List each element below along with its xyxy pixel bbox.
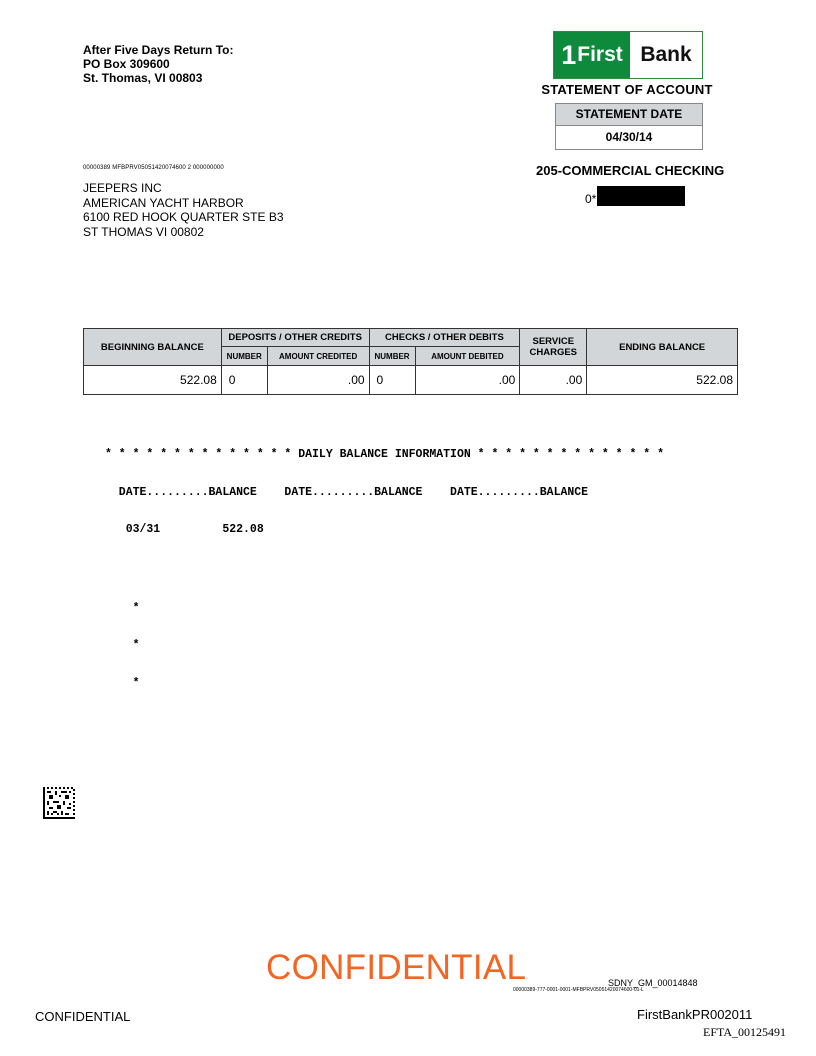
firstbank-bates-id: FirstBankPR002011 <box>637 1007 753 1022</box>
header-service-charges-line2: CHARGES <box>529 347 578 358</box>
return-address-line: PO Box 309600 <box>83 57 170 71</box>
addressee-line: AMERICAN YACHT HARBOR <box>83 195 244 210</box>
header-beginning-balance: BEGINNING BALANCE <box>84 329 222 366</box>
check-number-value: 0 <box>369 366 415 395</box>
header-amount-debited: AMOUNT DEBITED <box>415 347 520 366</box>
statement-title: STATEMENT OF ACCOUNT <box>541 82 713 97</box>
logo-green-panel <box>554 32 630 78</box>
daily-balance-star: * <box>105 639 140 652</box>
bates-sdny: SDNY_GM_00014848 <box>608 978 698 988</box>
addressee-line: 6100 RED HOOK QUARTER STE B3 <box>83 210 284 224</box>
ending-balance-value: 522.08 <box>587 366 738 395</box>
header-checks: CHECKS / OTHER DEBITS <box>369 329 520 347</box>
daily-balance-star: * <box>105 676 140 690</box>
beginning-balance-value: 522.08 <box>84 366 222 395</box>
confidential-footer-left: CONFIDENTIAL <box>35 1009 131 1024</box>
statement-date-box <box>555 103 703 150</box>
daily-balance-header: DATE.........BALANCE DATE.........BALANCE DATE.........BALANCE <box>105 485 589 499</box>
addressee-line: ST THOMAS VI 00802 <box>83 224 204 239</box>
confidential-stamp: CONFIDENTIAL <box>266 948 527 987</box>
logo-one: 1 <box>561 39 577 70</box>
account-type: 205-COMMERCIAL CHECKING <box>536 163 725 178</box>
barcode-icon <box>43 787 75 819</box>
header-deposit-number: NUMBER <box>221 347 267 366</box>
amount-credited-value: .00 <box>267 366 369 395</box>
return-address-line: St. Thomas, VI 00803 <box>83 71 203 85</box>
logo-bank: Bank <box>640 43 692 66</box>
firstbank-logo <box>553 31 703 79</box>
service-charges-value: .00 <box>520 366 587 395</box>
amount-debited-value: .00 <box>415 366 520 395</box>
redaction-bar <box>597 186 685 206</box>
header-amount-credited: AMOUNT CREDITED <box>267 347 369 366</box>
header-deposits: DEPOSITS / OTHER CREDITS <box>221 329 369 347</box>
addressee-line: JEEPERS INC <box>83 181 162 195</box>
account-number-prefix: 0* <box>585 192 597 206</box>
logo-first: First <box>577 43 623 66</box>
mail-code-line: 00000389 MFBPRV05051420074600 2 000000000 <box>83 165 224 171</box>
daily-balance-star: * <box>105 601 140 615</box>
addressee-block <box>83 181 284 239</box>
header-service-charges-line1: SERVICE <box>532 336 575 347</box>
daily-balance-row: 03/31 522.08 <box>105 523 264 536</box>
account-summary-table <box>83 328 738 395</box>
header-service-charges <box>520 329 587 366</box>
deposit-number-value: 0 <box>221 366 267 395</box>
statement-date-label: STATEMENT DATE <box>556 104 702 126</box>
table-row <box>84 366 738 395</box>
return-address <box>83 43 233 85</box>
daily-balance-section <box>105 424 664 703</box>
tiny-code-line: 00000389-777-0001-0001-MFBPRV05051420074600-01-L <box>513 987 644 993</box>
statement-date-value: 04/30/14 <box>605 130 653 144</box>
header-ending-balance: ENDING BALANCE <box>587 329 738 366</box>
return-address-line: After Five Days Return To: <box>83 43 234 57</box>
daily-balance-banner: * * * * * * * * * * * * * * DAILY BALANCE INFORMATION * * * * * * * * * * * * * * <box>105 448 664 461</box>
header-check-number: NUMBER <box>369 347 415 366</box>
efta-id: EFTA_00125491 <box>703 1025 787 1039</box>
